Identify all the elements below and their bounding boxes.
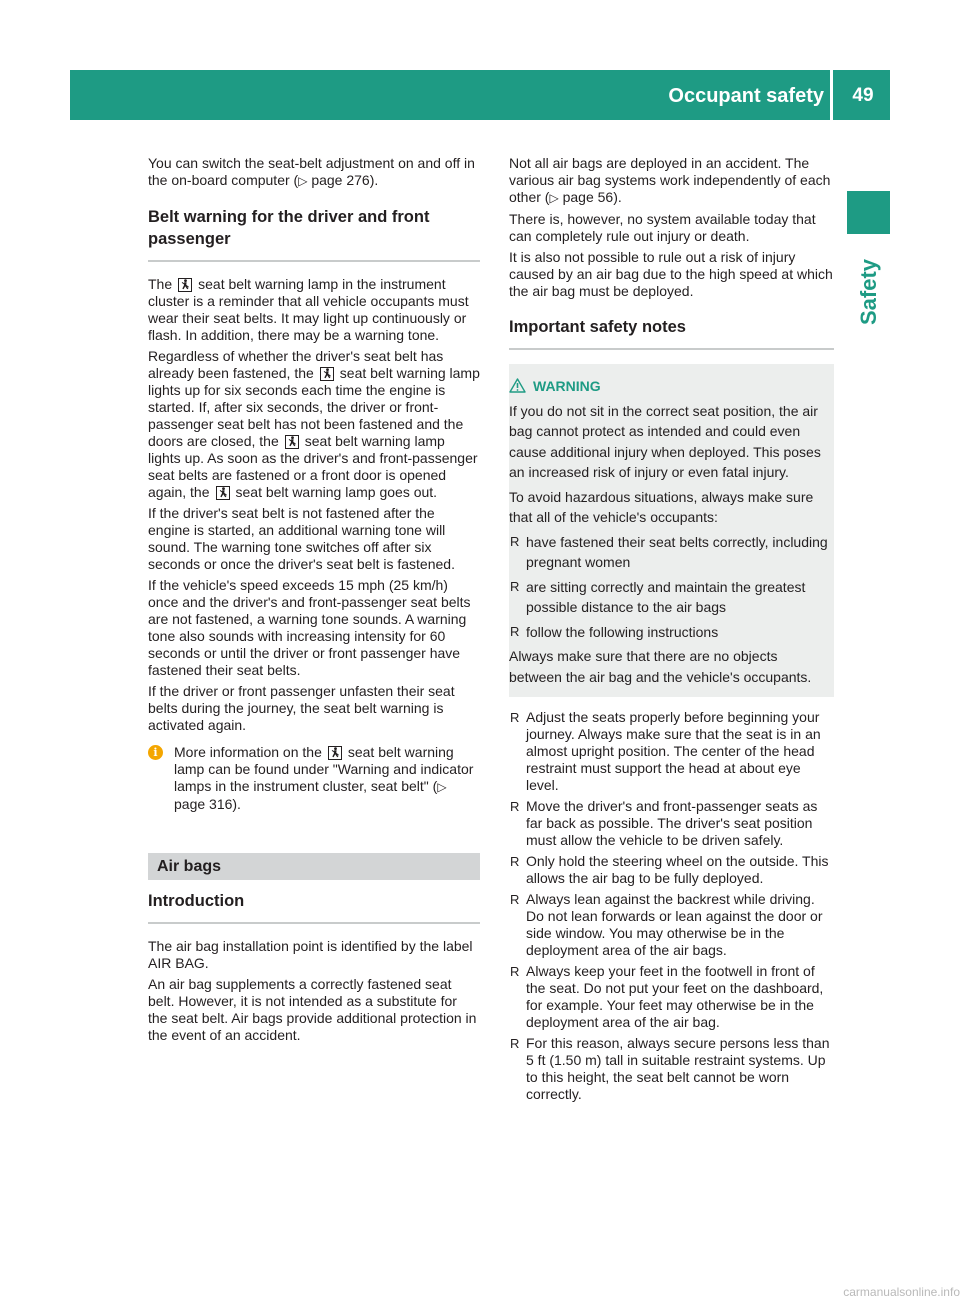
info-note: i More information on the seat belt warning lamp can be found under "Warning and indicator lamps in the instrument cluster, seat belt" (▷ page 316). — [148, 744, 480, 813]
page-number: 49 — [852, 85, 874, 106]
list-item: R Adjust the seats properly before beginning your journey. Always make sure that the seat is in an almost upright position. The center of the head restraint must support the head at about eye level. — [510, 709, 821, 793]
page-ref-arrow-icon: ▷ — [298, 174, 308, 188]
paragraph: If the vehicle's speed exceeds 15 mph (25 km/h) once and the driver's and front-passenger seat belts are not fastened, a warning tone sounds. A warning tone also sounds with increasing intensity for 60 seconds or until the driver or front passenger have fastened their seat belts. — [148, 577, 471, 678]
watermark: carmanualsonline.info — [843, 1285, 960, 1299]
warning-box — [509, 364, 834, 697]
seatbelt-icon — [216, 486, 230, 500]
paragraph: The seat belt warning lamp in the instrument cluster is a reminder that all vehicle occupants must wear their seat belts. It may light up continuously or flash. In addition, there may be a warning tone. — [148, 276, 469, 343]
list-item: R follow the following instructions — [510, 623, 719, 640]
paragraph: If the driver's seat belt is not fastened after the engine is started, an additional warning tone will sound. The warning tone switches off after six seconds or once the driver's seat belt is fastened. — [148, 505, 455, 572]
section-band-air-bags: Air bags — [148, 853, 480, 880]
info-icon: i — [148, 745, 163, 760]
intro-paragraph: You can switch the seat-belt adjustment on and off in the on-board computer (▷ page 276). — [148, 155, 475, 188]
paragraph: An air bag supplements a correctly fastened seat belt. However, it is not intended as a substitute for the seat belt. Air bags provide additional protection in the event of an accident. — [148, 976, 477, 1043]
page-ref-arrow-icon: ▷ — [437, 780, 447, 794]
paragraph: It is also not possible to rule out a risk of injury caused by an air bag due to the high speed at which the air bag must be deployed. — [509, 249, 833, 299]
safety-list — [509, 709, 834, 1103]
page-ref-arrow-icon: ▷ — [549, 191, 559, 205]
heading-belt-warning: Belt warning for the driver and front passenger — [148, 208, 430, 248]
paragraph: There is, however, no system available today that can completely rule out injury or death. — [509, 211, 816, 244]
heading-introduction: Introduction — [148, 892, 245, 910]
paragraph: The air bag installation point is identified by the label AIR BAG. — [148, 938, 473, 971]
warning-paragraph: Always make sure that there are no objects between the air bag and the vehicle's occupants. — [509, 648, 812, 685]
warning-list — [509, 532, 834, 643]
side-tab-block — [847, 191, 890, 234]
list-item: R Always lean against the backrest while driving. Do not lean forwards or lean against the door or side window. You may otherwise be in the deployment area of the air bags. — [510, 891, 823, 958]
warning-paragraph: To avoid hazardous situations, always make sure that all of the vehicle's occupants: — [509, 488, 814, 525]
divider — [148, 922, 480, 924]
list-item: R Always keep your feet in the footwell in front of the seat. Do not put your feet on the dashboard, for example. Your feet may otherwise be in the deployment area of the air bag. — [510, 963, 824, 1030]
list-item: R Move the driver's and front-passenger seats as far back as possible. The driver's seat position must allow the vehicle to be driven safely. — [510, 798, 818, 848]
divider — [509, 348, 834, 350]
left-column — [148, 155, 480, 1048]
seatbelt-icon — [178, 278, 192, 292]
side-tab-label: Safety — [856, 258, 881, 325]
list-item: R Only hold the steering wheel on the outside. This allows the air bag to be fully deployed. — [510, 853, 829, 886]
warning-triangle-icon — [509, 378, 526, 393]
list-item: R have fastened their seat belts correctly, including pregnant women — [510, 533, 828, 570]
paragraph: If the driver or front passenger unfasten their seat belts during the journey, the seat belt warning is activated again. — [148, 683, 455, 733]
list-item: R are sitting correctly and maintain the greatest possible distance to the air bags — [510, 578, 806, 615]
heading-important-safety-notes: Important safety notes — [509, 318, 686, 336]
seatbelt-icon — [320, 367, 334, 381]
seatbelt-icon — [285, 435, 299, 449]
warning-heading: WARNING — [509, 376, 834, 397]
seatbelt-icon — [328, 746, 342, 760]
header-divider — [830, 70, 833, 120]
list-item: R For this reason, always secure persons less than 5 ft (1.50 m) tall in suitable restraint systems. Up to this height, the seat belt cannot be worn correctly. — [510, 1035, 830, 1102]
divider — [148, 260, 480, 262]
paragraph: Regardless of whether the driver's seat belt has already been fastened, the seat belt warning lamp lights up for six seconds each time the engine is started. If, after six seconds, the driver or front-passenger seat belt has not been fastened and the doors are closed, the seat belt warning lamp lights up. As soon as the driver's and front-passenger seat belts are fastened or a front door is opened again, the seat belt warning lamp goes out. — [148, 348, 480, 500]
warning-paragraph: If you do not sit in the correct seat position, the air bag cannot protect as intended and could even cause additional injury when deployed. This poses an increased risk of injury or even fatal injury. — [509, 402, 821, 480]
paragraph: Not all air bags are deployed in an accident. The various air bag systems work independently of each other (▷ page 56). — [509, 155, 831, 205]
page-title: Occupant safety — [668, 85, 824, 107]
right-column — [509, 155, 834, 1107]
